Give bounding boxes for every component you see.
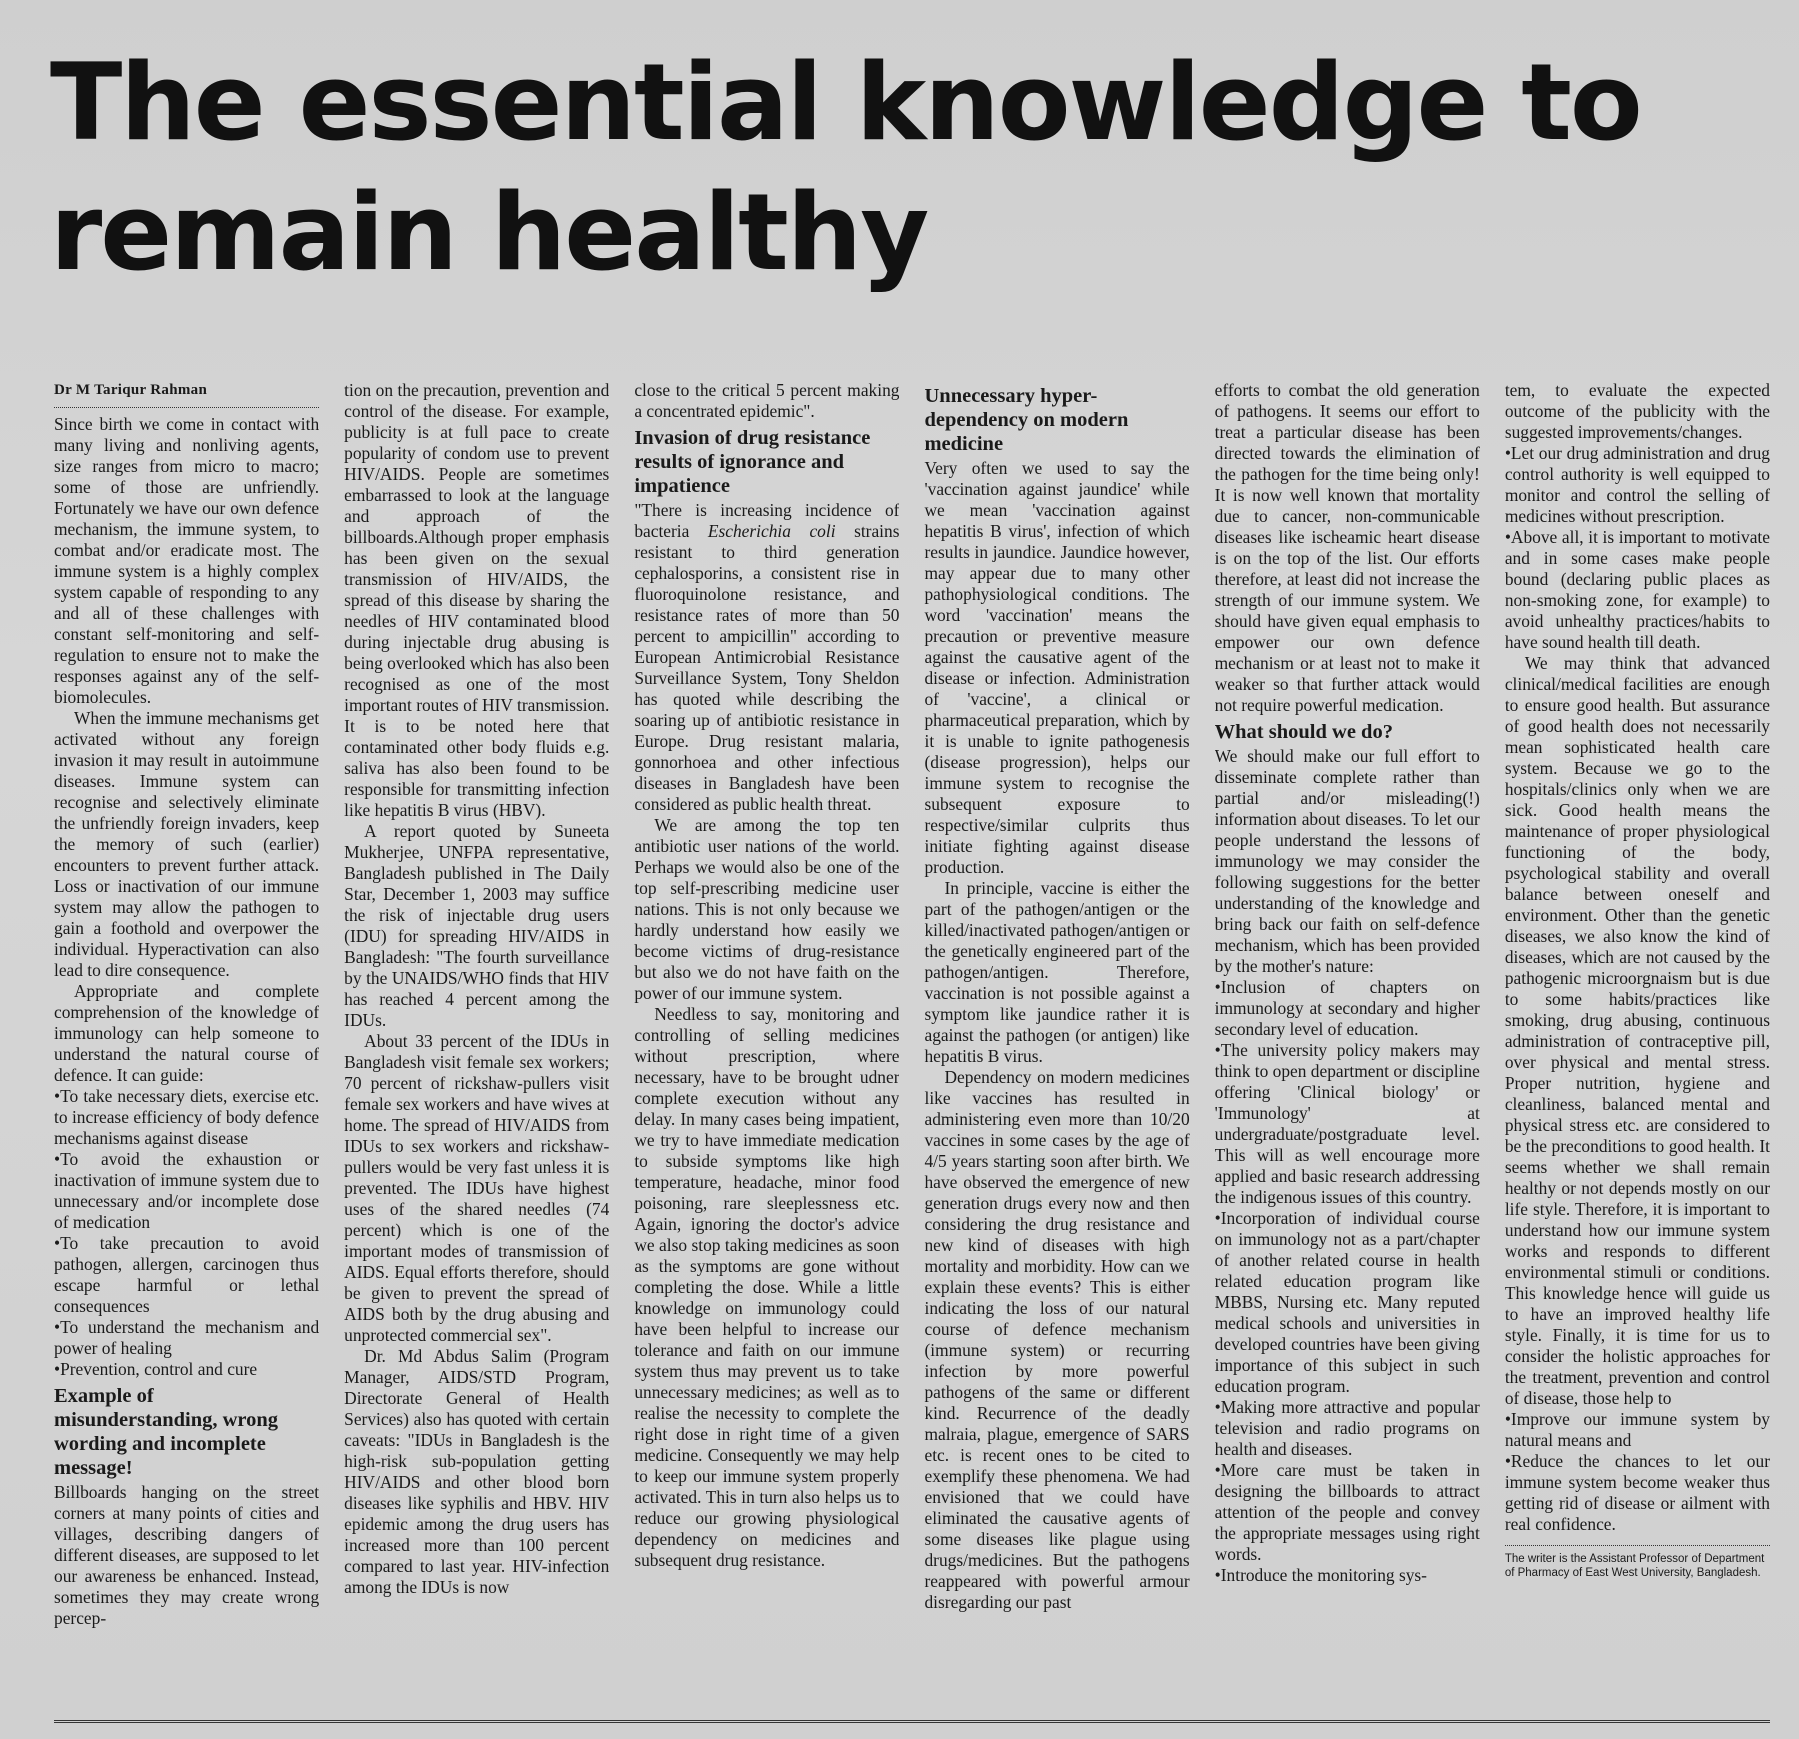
paragraph: Since birth we come in contact with many living and nonliving agents, size ranges from micro to macro; some of those are unfriendly. Fortunately we have our own defence mechanism, the immune system, to combat and/or eradicate most. The immune system is a highly complex system capable of responding to any and all of these challenges with constant self-monitoring and self-regulation to ensure not to make the responses against any of the self-biomolecules.: [54, 414, 320, 707]
bullet-item: •Reduce the chances to let our immune system become weaker thus getting rid of disease or ailment with real confidence.: [1504, 1451, 1770, 1534]
subheading: Invasion of drug resistance results of ignorance and impatience: [634, 427, 871, 497]
paragraph: We may think that advanced clinical/medical facilities are enough to ensure good health. But assurance of good health does not necessarily mean sophisticated health care system. Because we go to the hospitals/clinics only when we are sick. Good health means the maintenance of proper physiological functioning of the body, psychological stability and overall balance between oneself and environment. Other than the genetic diseases, we also know the kind of diseases, which are not caused by the pathogenic microorgnaism but is due to some habits/practices like smoking, drug abusing, continuous administration of contraceptive pill, over physical and mental stress. Proper nutrition, hygiene and cleanliness, balanced mental and physical stress etc. are considered to be the preconditions to good health. It seems whether we shall remain healthy or not depends mostly on our life style. Therefore, it is important to understand how our immune system works and responds to different environmental stimuli or conditions. This knowledge hence will guide us to have an improved healthy life style. Finally, it is time for us to consider the holistic approaches for the treatment, prevention and control of disease, those help to: [1504, 653, 1770, 1408]
column-6: [1505, 380, 1770, 1705]
paragraph: A report quoted by Suneeta Mukherjee, UNFPA representative, Bangladesh published in The Daily Star, December 1, 2003 may suffice the risk of injectable drug users (IDU) for spreading HIV/AIDS in Bangladesh: "The fourth surveillance by the UNAIDS/WHO finds that HIV has reached 4 percent among the IDUs.: [344, 821, 610, 1030]
paragraph: tion on the precaution, prevention and control of the disease. For example, publicity is at full pace to create popularity of condom use to prevent HIV/AIDS. People are sometimes embarrassed to look at the language and approach of the billboards.Although proper emphasis has been given on the sexual transmission of HIV/AIDS, the spread of this disease by sharing the needles of HIV contaminated blood during injectable drug abusing is being overlooked which has also been recognised as one of the most important routes of HIV transmission. It is to be noted here that contaminated other body fluids e.g. saliva has also been found to be responsible for transmitting infection like hepatitis B virus (HBV).: [344, 380, 610, 820]
byline: Dr M Tariqur Rahman: [54, 380, 319, 408]
paragraph: We should make our full effort to disseminate complete rather than partial and/or misleading(!) information about diseases. To let our people understand the lessons of immunology we may consider the following suggestions for the better understanding of the knowledge and bring back our faith on self-defence mechanism, which has been provided by the mother's nature:: [1214, 746, 1480, 976]
bullet-item: •Making more attractive and popular television and radio programs on health and diseases.: [1214, 1397, 1480, 1459]
text-span: strains resistant to third generation cephalosporins, a consistent rise in fluoroquinolone resistance, and resistance rates of more than 50 percent to ampicillin" according to European Antimicrobial Resistance Surveillance System, Tony Sheldon has quoted while describing the soaring up of antibiotic resistance in Europe. Drug resistant malaria, gonnorhoea and other infectious diseases in Bangladesh have been considered as public health threat.: [634, 521, 900, 814]
paragraph: Appropriate and complete comprehension of the knowledge of immunology can help someone to understand the natural course of defence. It can guide:: [54, 981, 320, 1085]
column-3: [634, 380, 899, 1705]
bullet-item: •Introduce the monitoring sys-: [1214, 1565, 1427, 1585]
bullet-item: •Prevention, control and cure: [54, 1359, 258, 1379]
paragraph: In principle, vaccine is either the part of the pathogen/antigen or the killed/inactivated pathogen/antigen or the genetically engineered part of the pathogen/antigen. Therefore, vaccination is not possible against a symptom like jaundice rather it is against the pathogen (or antigen) like hepatitis B virus.: [924, 878, 1190, 1066]
bullet-item: •The university policy makers may think to open department or discipline offering 'Clinical biology' or 'Immunology' at undergraduate/postgraduate level. This will as well encourage more applied and basic research addressing the indigenous issues of this country.: [1214, 1040, 1480, 1207]
paragraph: close to the critical 5 percent making a concentrated epidemic".: [634, 380, 900, 421]
column-4: [924, 380, 1189, 1705]
bullet-item: •To avoid the exhaustion or inactivation of immune system due to unnecessary and/or incomplete dose of medication: [54, 1149, 320, 1232]
paragraph: Very often we used to say the 'vaccination against jaundice' while we mean 'vaccination against hepatitis B virus', infection of which results in jaundice. Jaundice however, may appear due to many other pathophysiological conditions. The word 'vaccination' means the precaution or preventive measure against the causative agent of the disease or infection. Administration of 'vaccine', a clinical or pharmaceutical preparation, which by it is unable to ignite pathogenesis (disease progression), helps our immune system to recognise the subsequent exposure to respective/similar culprits thus initiate fighting against disease production.: [924, 458, 1190, 877]
paragraph: [634, 500, 899, 815]
bullet-item: •Let our drug administration and drug control authority is well equipped to monitor and control the selling of medicines without prescription.: [1504, 443, 1770, 526]
italic-text: Escherichia coli: [707, 521, 836, 541]
bullet-item: •More care must be taken in designing the billboards to attract attention of the people and convey the appropriate messages using right words.: [1214, 1460, 1480, 1564]
paragraph: We are among the top ten antibiotic user nations of the world. Perhaps we would also be one of the top self-prescribing medicine user nations. This is not only because we hardly understand how easily we become victims of drug-resistance but also we do not have faith on the power of our immune system.: [634, 815, 900, 1003]
bullet-item: •To understand the mechanism and power of healing: [54, 1317, 320, 1358]
author-footnote: The writer is the Assistant Professor of Department of Pharmacy of East West University, Bangladesh.: [1505, 1545, 1770, 1580]
bullet-item: •Above all, it is important to motivate and in some cases make people bound (declaring public places as non-smoking zone, for example) to avoid unhealthy practices/habits to have sound health till death.: [1504, 527, 1770, 652]
paragraph: Dr. Md Abdus Salim (Program Manager, AIDS/STD Program, Directorate General of Health Services) also has quoted with certain caveats: "IDUs in Bangladesh is the high-risk sub-population getting HIV/AIDS and other blood born diseases like syphilis and HBV. HIV epidemic among the drug users has increased more than 100 percent compared to last year. HIV-infection among the IDUs is now: [344, 1346, 610, 1597]
paragraph: tem, to evaluate the expected outcome of the publicity with the suggested improvements/changes.: [1504, 380, 1770, 442]
paragraph: About 33 percent of the IDUs in Bangladesh visit female sex workers; 70 percent of rickshaw-pullers visit female sex workers and have wives at home. The spread of HIV/AIDS from IDUs to sex workers and rickshaw-pullers would be very fast unless it is prevented. The IDUs have highest uses of the shared needles (74 percent) which is one of the important modes of transmission of AIDS. Equal efforts therefore, should be given to prevent the spread of AIDS both by the drug abusing and unprotected commercial sex".: [344, 1031, 610, 1345]
article-body: [54, 380, 1770, 1705]
subheading: Unnecessary hyper-dependency on modern medicine: [924, 385, 1129, 455]
bullet-item: •To take precaution to avoid pathogen, allergen, carcinogen thus escape harmful or lethal consequences: [54, 1233, 320, 1316]
bullet-item: •Inclusion of chapters on immunology at secondary and higher secondary level of education.: [1214, 977, 1480, 1039]
bullet-item: •Incorporation of individual course on immunology not as a part/chapter of another related course in health related education program like MBBS, Nursing etc. Many reputed medical schools and universities in developed countries have been giving importance of this subject in such education program.: [1214, 1208, 1480, 1396]
paragraph: When the immune mechanisms get activated without any foreign invasion it may result in autoimmune diseases. Immune system can recognise and selectively eliminate the unfriendly foreign invaders, keep the memory of such (earlier) encounters to prevent further attack. Loss or inactivation of our immune system may allow the pathogen to gain a foothold and overpower the individual. Hyperactivation can also lead to dire consequence.: [54, 708, 320, 980]
text-span: "There is increasing incidence of bacteria: [634, 500, 900, 541]
paragraph: Billboards hanging on the street corners at many points of cities and villages, describing dangers of different diseases, are supposed to let our awareness be enhanced. Instead, sometimes they may create wrong percep-: [54, 1482, 320, 1628]
bullet-item: •Improve our immune system by natural means and: [1504, 1409, 1770, 1450]
bottom-rule: [54, 1720, 1770, 1723]
bullet-item: •To take necessary diets, exercise etc. to increase efficiency of body defence mechanisms against disease: [54, 1086, 320, 1148]
paragraph: Needless to say, monitoring and controlling of selling medicines without prescription, where necessary, have to be brought udner complete execution without any delay. In many cases being impatient, we try to have immediate medication to subside symptoms like high temperature, headache, minor food poisoning, rare sleeplessness etc. Again, ignoring the doctor's advice we also stop taking medicines as soon as the symptoms are gone without completing the dose. While a little knowledge on immunology could have been helpful to increase our tolerance and faith on our immune system thus may prevent us to take unnecessary medicines; as well as to realise the necessity to complete the right dose in right time of a given medicine. Consequently we may help to keep our immune system properly activated. This in turn also helps us to reduce our growing physiological dependency on medicines and subsequent drug resistance.: [634, 1004, 900, 1570]
column-5: [1215, 380, 1480, 1705]
subheading: What should we do?: [1214, 721, 1393, 743]
subheading: Example of misunderstanding, wrong wording and incomplete message!: [54, 1385, 279, 1479]
headline: The essential knowledge to remain healthy: [50, 41, 1641, 294]
column-1: [54, 380, 319, 1705]
paragraph: efforts to combat the old generation of pathogens. It seems our effort to treat a particular disease has been directed towards the elimination of the pathogen for the time being only! It is now well known that mortality due to cancer, non-communicable diseases like ischeamic heart disease is on the top of the list. Our efforts therefore, at least did not increase the strength of our immune system. We should have given equal emphasis to empower our own defence mechanism or at least not to make it weaker so that further attack would not require powerful medication.: [1214, 380, 1480, 715]
column-2: [344, 380, 609, 1705]
paragraph: Dependency on modern medicines like vaccines has resulted in administering even more than 10/20 vaccines in some cases by the age of 4/5 years starting soon after birth. We have observed the emergence of new generation drugs every now and then considering the drug resistance and new kind of diseases with high mortality and morbidity. How can we explain these events? This is either indicating the loss of our natural course of defence mechanism (immune system) or recurring infection by more powerful pathogens of the same or different kind. Recurrence of the deadly malraia, plague, emergence of SARS etc. is recent ones to be cited to exemplify these phenomena. We had envisioned that we could have eliminated the causative agents of some diseases like plague using drugs/medicines. But the pathogens reappeared with powerful armour disregarding our past: [924, 1067, 1190, 1612]
